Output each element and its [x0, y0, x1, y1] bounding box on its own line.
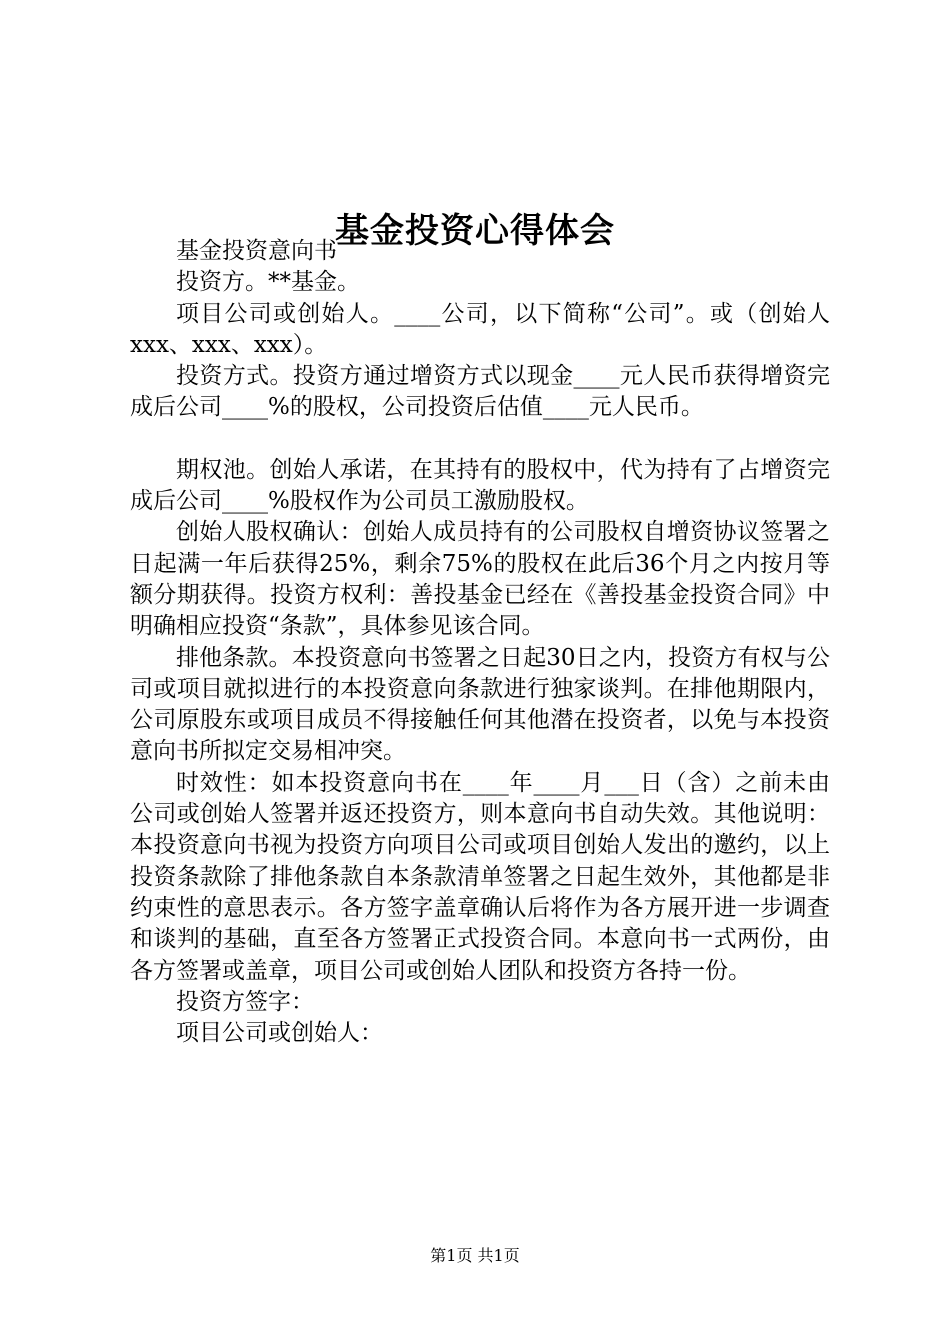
- paragraph-founder-equity: 创始人股权确认：创始人成员持有的公司股权自增资协议签署之日起满一年后获得25%，剩余75%的股权在此后36个月之内按月等额分期获得。投资方权利：善投基金已经在《善投基金投资合同》中明确相应投资“条款”，具体参见该合同。: [130, 519, 830, 640]
- document-body: [130, 236, 830, 1049]
- paragraph-investor-signature: 投资方签字：: [176, 988, 314, 1015]
- paragraph-option-pool: 期权池。创始人承诺，在其持有的股权中，代为持有了占增资完成后公司____%股权作为公司员工激励股权。: [130, 456, 830, 515]
- paragraph-investment-method: 投资方式。投资方通过增资方式以现金____元人民币获得增资完成后公司____%的股权，公司投资后估值____元人民币。: [130, 363, 830, 421]
- paragraph-investor: 投资方。**基金。: [176, 269, 360, 296]
- paragraph-founder-signature: 项目公司或创始人：: [176, 1020, 383, 1047]
- paragraph-validity: 时效性：如本投资意向书在____年____月___日（含）之前未由公司或创始人签署并返还投资方，则本意向书自动失效。其他说明：本投资意向书视为投资方向项目公司或项目创始人发出的邀约，以上投资条款除了排他条款自本条款清单签署之日起生效外，其他都是非约束性的意思表示。各方签字盖章确认后将作为各方展开进一步调查和谈判的基础，直至各方签署正式投资合同。本意向书一式两份，由各方签署或盖章，项目公司或创始人团队和投资方各持一份。: [130, 769, 830, 984]
- paragraph-company-founder: 项目公司或创始人。____公司，以下简称“公司”。或（创始人xxx、xxx、xxx）。: [130, 300, 830, 358]
- page-footer: 第1页 共1页: [430, 1246, 520, 1265]
- paragraph-letter-heading: 基金投资意向书: [176, 238, 337, 264]
- document-title: 基金投资心得体会: [335, 210, 615, 251]
- paragraph-exclusivity: 排他条款。本投资意向书签署之日起30日之内，投资方有权与公司或项目就拟进行的本投资意向条款进行独家谈判。在排他期限内，公司原股东或项目成员不得接触任何其他潜在投资者，以免与本投资意向书所拟定交易相冲突。: [130, 644, 830, 765]
